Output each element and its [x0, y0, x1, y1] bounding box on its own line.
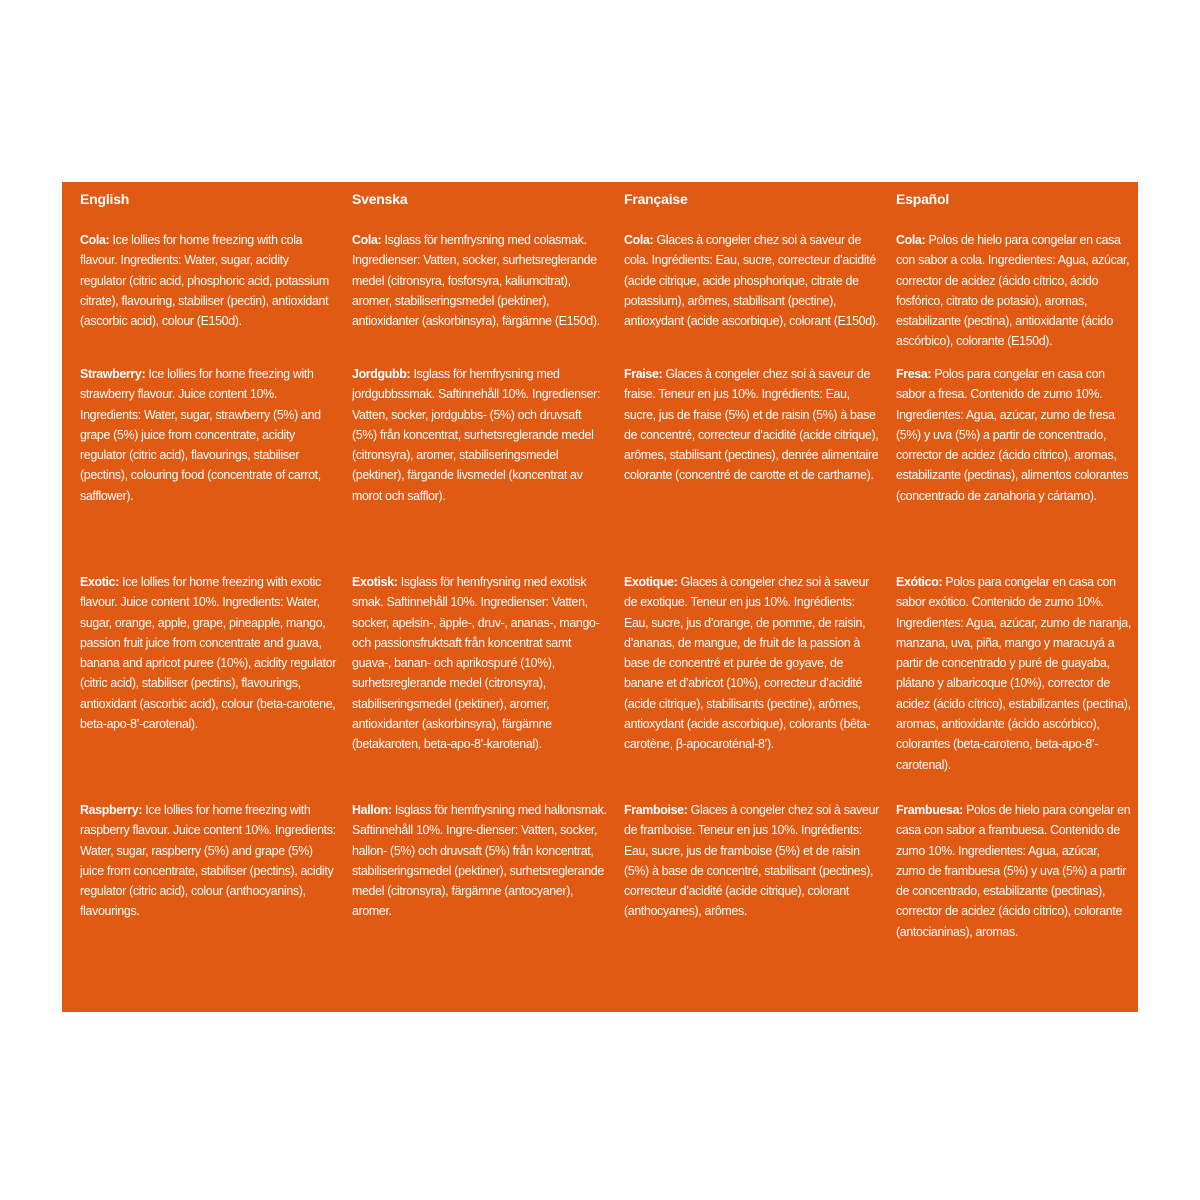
ingredient-text: Glaces à congeler chez soi à saveur de exotique. Teneur en jus 10%. Ingrédients: Eau, sucre, jus d’orange, de pomme, de raisin, d’ananas, de mangue, de fruit de la passion à base de concentré et purée de goyave, de banane et d’abricot (10%), correcteur d’acidité (acide citrique), stabilisants (pectine), arômes, antioxydant (acide ascorbique), colorants (bêta-carotène, β-apocaroténal-8’). — [624, 574, 871, 752]
flavour-name: Frambuesa: — [896, 802, 963, 817]
flavour-name: Framboise: — [624, 802, 688, 817]
entry-exotic — [80, 572, 338, 800]
entry-raspberry — [80, 800, 338, 1024]
ingredient-text: Ice lollies for home freezing with cola flavour. Ingredients: Water, sugar, acidity regulator (citric acid, phosphoric acid, potassium citrate), flavouring, stabiliser (pectin), antioxidant (ascorbic acid), colour (E150d). — [80, 232, 329, 329]
ingredient-text: Polos para congelar en casa con sabor exótico. Contenido de zumo 10%. Ingredientes: Agua, azúcar, zumo de naranja, manzana, uva, piña, mango y maracuyá a partir de concentrado y puré de guayaba, plátano y albaricoque (10%), corrector de acidez (ácido cítrico), estabilizantes (pectina), aromas, antioxidante (ácido ascórbico), colorantes (beta-caroteno, beta-apo-8’-carotenal). — [896, 574, 1131, 772]
language-heading: Svenska — [352, 191, 408, 207]
ingredient-text: Polos de hielo para congelar en casa con sabor a cola. Ingredientes: Agua, azúcar, corrector de acidez (ácido cítrico, ácido fosfórico, citrato de potasio), aromas, estabilizante (pectina), antioxidante (ácido ascórbico), colorante (E150d). — [896, 232, 1130, 349]
entry-frambuesa — [896, 800, 1132, 1024]
ingredient-text: Polos de hielo para congelar en casa con sabor a frambuesa. Contenido de zumo 10%. Ingredientes: Agua, azúcar, zumo de frambuesa (5%) y uva (5%) a partir de concentrado, estabilizante (pectinas), corrector de acidez (ácido cítrico), colorante (antocianinas), aromas. — [896, 802, 1131, 939]
entry-exotisk — [352, 572, 610, 800]
column-english — [80, 190, 352, 1012]
flavour-name: Strawberry: — [80, 366, 146, 381]
ingredient-text: Glaces à congeler chez soi à saveur de fraise. Teneur en jus 10%. Ingrédients: Eau, sucre, jus de fraise (5%) et de raisin (5%) à base de concentré, correcteur d’acidité (acide citrique), arômes, stabilisant (pectines), denrée alimentaire colorante (concentré de carotte et de carthame). — [624, 366, 879, 483]
entry-framboise — [624, 800, 882, 1024]
flavour-name: Fresa: — [896, 366, 932, 381]
entry-cola — [80, 230, 338, 364]
ingredients-label-panel — [62, 182, 1138, 1012]
ingredient-text: Ice lollies for home freezing with strawberry flavour. Juice content 10%. Ingredients: Water, sugar, strawberry (5%) and grape (5%) juice from concentrate, acidity regulator (citric acid), flavourings, stabiliser (pectins), colouring food (concentrate of carrot, safflower). — [80, 366, 321, 503]
language-heading: English — [80, 191, 130, 207]
flavour-name: Jordgubb: — [352, 366, 411, 381]
entry-fraise — [624, 364, 882, 572]
ingredient-text: Ice lollies for home freezing with exotic flavour. Juice content 10%. Ingredients: Water, sugar, orange, apple, grape, pineapple, mango, passion fruit juice from concentrate and guava, banana and apricot puree (10%), acidity regulator (citric acid), stabiliser (pectins), flavourings, antioxidant (ascorbic acid), colour (beta-carotene, beta-apo-8’-carotenal). — [80, 574, 337, 732]
entry-jordgubb — [352, 364, 610, 572]
entry-cola — [352, 230, 610, 364]
entry-hallon — [352, 800, 610, 1024]
ingredient-text: Isglass för hemfrysning med exotisk smak. Saftinnehåll 10%. Ingredienser: Vatten, socker, apelsin-, äpple-, druv-, ananas-, mango- och passionsfruktsaft från koncentrat samt guava-, banan- och aprikospuré (10%), surhetsreglerande medel (citronsyra), stabiliseringsmedel (pektiner), aromer, antioxidanter (askorbinsyra), färgämne (betakaroten, beta-apo-8’-karotenal). — [352, 574, 600, 752]
ingredient-text: Isglass för hemfrysning med jordgubbssmak. Saftinnehåll 10%. Ingredienser: Vatten, socker, jordgubbs- (5%) och druvsaft (5%) från koncentrat, surhetsreglerande medel (citronsyra), aromer, stabiliseringsmedel (pektiner), färgande livsmedel (koncentrat av morot och safflor). — [352, 366, 601, 503]
language-heading: Español — [896, 191, 950, 207]
flavour-name: Fraise: — [624, 366, 663, 381]
flavour-name: Exotique: — [624, 574, 678, 589]
entry-cola — [624, 230, 882, 364]
entry-strawberry — [80, 364, 338, 572]
ingredient-text: Glaces à congeler chez soi à saveur de framboise. Teneur en jus 10%. Ingrédients: Eau, sucre, jus de framboise (5%) et de raisin (5%) à base de concentré, stabilisant (pectines), correcteur d’acidité (acide citrique), colorant (anthocyanes), arômes. — [624, 802, 879, 919]
column-francaise — [624, 190, 896, 1012]
flavour-name: Exotisk: — [352, 574, 398, 589]
flavour-name: Exótico: — [896, 574, 943, 589]
flavour-name: Cola: — [80, 232, 110, 247]
ingredient-text: Polos para congelar en casa con sabor a fresa. Contenido de zumo 10%. Ingredientes: Agua, azúcar, zumo de fresa (5%) y uva (5%) a partir de concentrado, corrector de acidez (ácido cítrico), aromas, estabilizante (pectinas), alimentos colorantes (concentrado de zanahoria y cártamo). — [896, 366, 1129, 503]
ingredient-text: Ice lollies for home freezing with raspberry flavour. Juice content 10%. Ingredients: Water, sugar, raspberry (5%) and grape (5%) juice from concentrate, stabiliser (pectins), acidity regulator (citric acid), colour (anthocyanins), flavourings. — [80, 802, 336, 919]
flavour-name: Cola: — [624, 232, 654, 247]
ingredient-text: Glaces à congeler chez soi à saveur de cola. Ingrédients: Eau, sucre, correcteur d’acidité (acide citrique, acide phosphorique, citrate de potassium), arômes, stabilisant (pectine), antioxydant (acide ascorbique), colorant (E150d). — [624, 232, 879, 329]
flavour-name: Cola: — [352, 232, 382, 247]
column-espanol — [896, 190, 1146, 1012]
flavour-name: Raspberry: — [80, 802, 143, 817]
ingredient-text: Isglass för hemfrysning med hallonsmak. Saftinnehåll 10%. Ingre-dienser: Vatten, socker, hallon- (5%) och druvsaft (5%) från koncentrat, stabiliseringsmedel (pektiner), surhetsreglerande medel (citronsyra), färgämne (antocyaner), aromer. — [352, 802, 607, 919]
ingredient-text: Isglass för hemfrysning med colasmak. Ingredienser: Vatten, socker, surhetsreglerande medel (citronsyra, fosforsyra, kaliumcitrat), aromer, stabiliseringsmedel (pektiner), antioxidanter (askorbinsyra), färgämne (E150d). — [352, 232, 600, 329]
entry-exotique — [624, 572, 882, 800]
flavour-name: Cola: — [896, 232, 926, 247]
flavour-name: Exotic: — [80, 574, 120, 589]
entry-exotico — [896, 572, 1132, 800]
entry-cola — [896, 230, 1132, 364]
language-heading: Française — [624, 191, 688, 207]
flavour-name: Hallon: — [352, 802, 392, 817]
entry-fresa — [896, 364, 1132, 572]
column-svenska — [352, 190, 624, 1012]
